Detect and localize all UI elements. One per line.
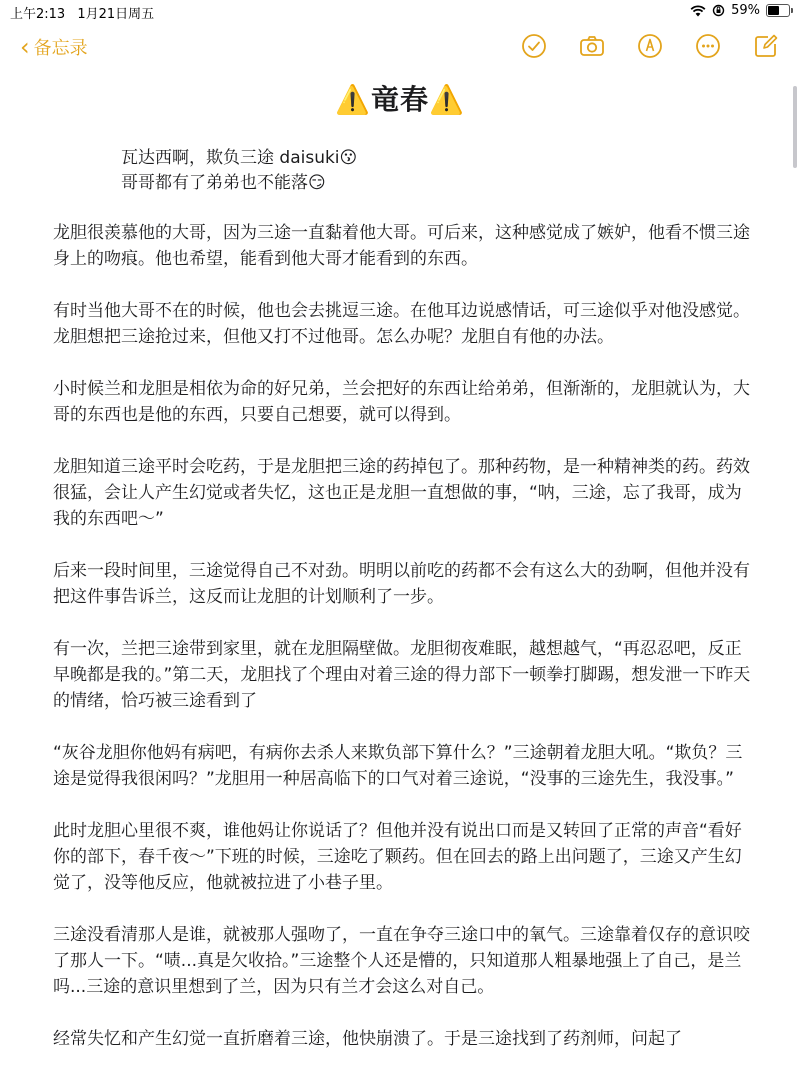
compose-icon — [753, 33, 779, 59]
note-intro[interactable] — [121, 146, 357, 196]
checklist-icon — [521, 33, 547, 59]
status-date: 1月21日周五 — [77, 7, 155, 22]
rotation-lock-icon — [712, 4, 725, 17]
intro-line-2: 哥哥都有了弟弟也不能落😏 — [121, 173, 326, 193]
markup-pen-icon — [637, 33, 663, 59]
back-label: 备忘录 — [33, 38, 88, 59]
note-paragraph: 三途没看清那人是谁，就被那人强吻了，一直在争夺三途口中的氧气。三途靠着仅存的意识咬了那人一下。“啧...真是欠收拾。”三途整个人还是懵的，只知道那人粗暴地强上了自己，是兰吗...三途的意识里想到了兰，因为只有兰才会这么对自己。 — [53, 925, 750, 997]
more-icon — [695, 33, 721, 59]
note-paragraph: “灰谷龙胆你他妈有病吧，有病你去杀人来欺负部下算什么？”三途朝着龙胆大吼。“欺负？三途是觉得我很闲吗？”龙胆用一种居高临下的口气对着三途说，“没事的三途先生，我没事。” — [53, 743, 743, 789]
note-title[interactable]: ⚠️竜春⚠️ — [335, 83, 465, 116]
note-paragraph: 经常失忆和产生幻觉一直折磨着三途，他快崩溃了。于是三途找到了药剂师，问起了 — [53, 1029, 682, 1049]
battery-percent: 59% — [731, 3, 760, 18]
note-body[interactable] — [53, 220, 753, 1078]
notes-toolbar — [0, 28, 800, 68]
note-paragraph: 龙胆知道三途平时会吃药，于是龙胆把三途的药掉包了。那种药物，是一种精神类的药。药效很猛，会让人产生幻觉或者失忆，这也正是龙胆一直想做的事，“呐，三途，忘了我哥，成为我的东西吧～” — [53, 457, 750, 529]
note-paragraph: 后来一段时间里，三途觉得自己不对劲。明明以前吃的药都不会有这么大的劲啊，但他并没有把这件事告诉兰，这反而让龙胆的计划顺利了一步。 — [53, 561, 750, 607]
back-button[interactable] — [20, 34, 88, 60]
note-paragraph: 小时候兰和龙胆是相依为命的好兄弟，兰会把好的东西让给弟弟，但渐渐的，龙胆就认为，大哥的东西也是他的东西，只要自己想要，就可以得到。 — [53, 379, 750, 425]
status-left — [10, 3, 154, 22]
camera-icon — [579, 33, 605, 59]
camera-button[interactable] — [578, 32, 606, 60]
intro-line-1: 瓦达西啊，欺负三途 daisuki😗 — [121, 148, 358, 168]
wifi-icon — [690, 5, 706, 17]
toolbar-actions — [520, 32, 780, 60]
note-paragraph: 有时当他大哥不在的时候，他也会去挑逗三途。在他耳边说感情话，可三途似乎对他没感觉。龙胆想把三途抢过来，但他又打不过他哥。怎么办呢？龙胆自有他的办法。 — [53, 301, 750, 347]
more-button[interactable] — [694, 32, 722, 60]
note-paragraph: 龙胆很羡慕他的大哥，因为三途一直黏着他大哥。可后来，这种感觉成了嫉妒，他看不惯三途身上的吻痕。他也希望，能看到他大哥才能看到的东西。 — [53, 223, 750, 269]
status-right — [690, 3, 790, 18]
status-bar — [0, 0, 800, 22]
battery-fill — [768, 6, 779, 15]
compose-button[interactable] — [752, 32, 780, 60]
checklist-button[interactable] — [520, 32, 548, 60]
note-paragraph: 有一次，兰把三途带到家里，就在龙胆隔壁做。龙胆彻夜难眠，越想越气，“再忍忍吧，反正早晚都是我的。”第二天，龙胆找了个理由对着三途的得力部下一顿拳打脚踢，想发泄一下昨天的情绪，恰巧被三途看到了 — [53, 639, 751, 711]
battery-icon — [766, 4, 790, 17]
markup-button[interactable] — [636, 32, 664, 60]
status-time: 上午2:13 — [10, 7, 66, 22]
note-paragraph: 此时龙胆心里很不爽，谁他妈让你说话了？但他并没有说出口而是又转回了正常的声音“看好你的部下，春千夜～”下班的时候，三途吃了颗药。但在回去的路上出问题了，三途又产生幻觉了，没等他反应，他就被拉进了小巷子里。 — [53, 821, 742, 893]
chevron-left-icon: ‹ — [20, 33, 30, 61]
